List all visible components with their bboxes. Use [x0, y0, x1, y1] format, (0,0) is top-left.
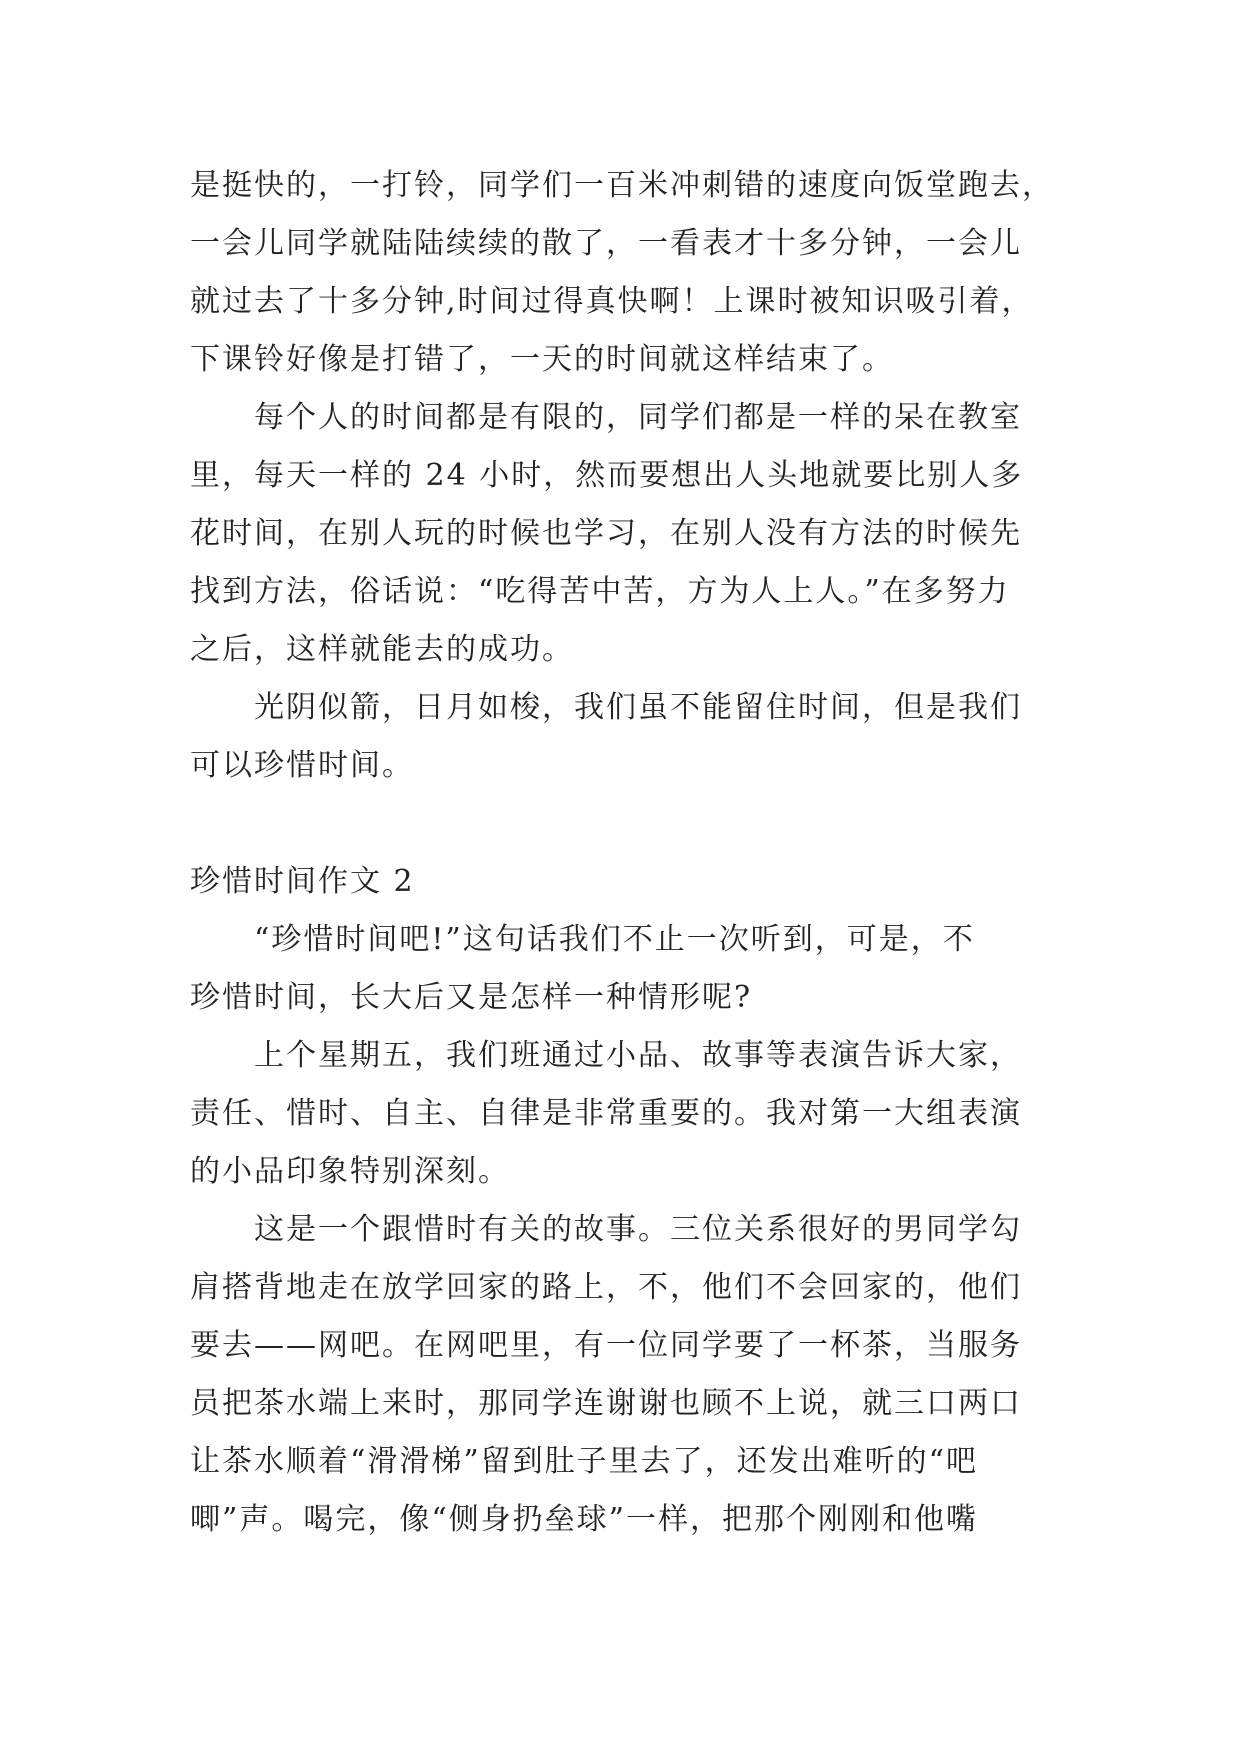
text-line: 的小品印象特别深刻。 [190, 1154, 510, 1189]
text-line: 是挺快的，一打铃，同学们一百米冲刺错的速度向饭堂跑去， [190, 168, 1054, 203]
text-line: 要去——网吧。在网吧里，有一位同学要了一杯茶，当服务 [190, 1328, 1022, 1363]
paragraph-continuation [190, 157, 1090, 389]
text-line: 一会儿同学就陆陆续续的散了，一看表才十多分钟，一会儿 [190, 226, 1022, 261]
text-line: 责任、惜时、自主、自律是非常重要的。我对第一大组表演 [190, 1096, 1022, 1131]
text-line: “珍惜时间吧!”这句话我们不止一次听到，可是，不 [254, 922, 975, 957]
text-line: 光阴似箭，日月如梭，我们虽不能留住时间，但是我们 [254, 690, 1022, 725]
text-line: 之后，这样就能去的成功。 [190, 632, 574, 667]
document-page [190, 157, 1090, 1549]
text-line: 唧”声。喝完，像“侧身扔垒球”一样，把那个刚刚和他嘴 [190, 1502, 979, 1537]
text-line: 里，每天一样的 24 小时，然而要想出人头地就要比别人多 [190, 458, 1024, 493]
text-line: 上个星期五，我们班通过小品、故事等表演告诉大家， [254, 1038, 1022, 1073]
text-line: 每个人的时间都是有限的，同学们都是一样的呆在教室 [254, 400, 1022, 435]
paragraph-limited-time [190, 389, 1090, 679]
text-line: 可以珍惜时间。 [190, 748, 414, 783]
section-spacer [190, 795, 1090, 853]
text-line: 下课铃好像是打错了，一天的时间就这样结束了。 [190, 342, 894, 377]
text-line: 员把茶水端上来时，那同学连谢谢也顾不上说，就三口两口 [190, 1386, 1022, 1421]
text-line: 肩搭背地走在放学回家的路上，不，他们不会回家的，他们 [190, 1270, 1022, 1305]
text-line: 珍惜时间，长大后又是怎样一种情形呢? [190, 980, 753, 1015]
paragraph-class-show [190, 1027, 1090, 1201]
text-line: 让茶水顺着“滑滑梯”留到肚子里去了，还发出难听的“吧 [190, 1444, 979, 1479]
text-line: 这是一个跟惜时有关的故事。三位关系很好的男同学勾 [254, 1212, 1022, 1247]
essay-heading: 珍惜时间作文 2 [190, 864, 415, 899]
text-line: 就过去了十多分钟,时间过得真快啊！上课时被知识吸引着， [190, 284, 1034, 319]
paragraph-story [190, 1201, 1090, 1549]
paragraph-intro [190, 911, 1090, 1027]
text-line: 找到方法，俗话说：“吃得苦中苦，方为人上人。”在多努力 [190, 574, 1010, 609]
paragraph-conclusion [190, 679, 1090, 795]
text-line: 花时间，在别人玩的时候也学习，在别人没有方法的时候先 [190, 516, 1022, 551]
